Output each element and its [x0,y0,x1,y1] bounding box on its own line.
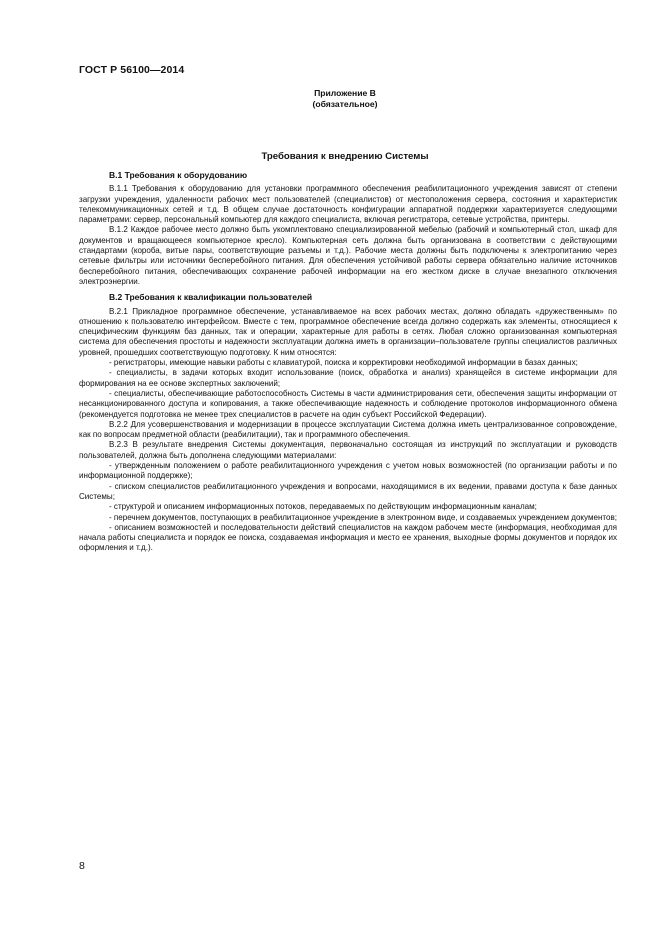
list-item: - специалисты, в задачи которых входит использование (поиск, обработка и анализ) хранящейся в системе информации для формирования на ее основе экспертных заключений; [79,368,617,388]
list-item: - регистраторы, имеющие навыки работы с клавиатурой, поиска и корректировки необходимой информации в базах данных; [109,358,578,368]
list-item: - утвержденным положением о работе реабилитационного учреждения с учетом новых возможностей (по организации работы и по информационной поддержке); [79,461,617,481]
annex-title: Приложение В [314,88,376,98]
list-item: - описанием возможностей и последовательности действий специалистов на каждом рабочем месте (информация, необходимая для начала работы специалиста и порядок ее поиска, создаваемая информация и место ее хранения, выходные формы документов и порядок их оформления и т.д.). [79,522,617,553]
annex-heading [100,88,590,110]
paragraph: В.2.2 Для усовершенствования и модернизации в процессе эксплуатации Система должна иметь централизованное сопровождение, как по вопросам предметной области (реабилитации), так и программного обеспечения. [79,419,617,440]
list-item: - перечнем документов, поступающих в реабилитационное учреждение в электронном виде, и создаваемых учреждением документов; [109,512,618,522]
document-title: Требования к внедрению Системы [261,151,429,162]
standard-header: ГОСТ Р 56100—2014 [79,64,185,76]
list-item: - списком специалистов реабилитационного учреждения и вопросами, находящимися в их ведении, правами доступа к базе данных Системы; [79,481,617,501]
document-body [79,168,617,554]
paragraph: В.2.3 В результате внедрения Системы документация, первоначально состоящая из инструкций по эксплуатации и руководств пользователей, должна быть дополнена следующими материалами: [79,440,617,460]
paragraph: В.2.1 Прикладное программное обеспечение, устанавливаемое на всех рабочих местах, должно обладать «дружественным» по отношению к пользователю интерфейсом. Вместе с тем, программное обеспечение всегда должно содержать как элементы, относящиеся к специфическим функциям баз данных, так и операции, характерные для работы в сетях. Любая сложно организованная компьютерная система для обеспечения простоты и надежности эксплуатации должна иметь в организации–пользователе группы специалистов различных уровней, прошедших соответствующую подготовку. К ним относятся: [79,306,617,357]
paragraph: В.1.2 Каждое рабочее место должно быть укомплектовано специализированной мебелью (рабочий и компьютерный стол, шкаф для документов и вращающееся компьютерное кресло). Компьютерная сеть должна быть организована в соответствии с действующими стандартами (короба, витые пары, соответствующие разъемы и т.д.). Рабочие места должны быть подключены к электропитанию через сетевые фильтры или источники бесперебойного питания. Для обеспечения устойчивой работы сервера обязательно наличие источников бесперебойного питания, обеспечивающих сохранение рабочей информации на его жестком диске в случае внезапного отключения электроэнергии. [79,225,617,286]
section-heading: В.1 Требования к оборудованию [109,170,248,180]
section-heading: В.2 Требования к квалификации пользователей [109,292,313,303]
list-item: - специалисты, обеспечивающие работоспособность Системы в части администрирования сети, обеспечения защиты информации от несанкционированного доступа и копирования, а также обеспечивающие надежность и соблюдение протоколов информационного обмена (рекомендуется подготовка не менее трех специалистов в расчете на один субъект Российской Федерации). [79,388,617,419]
annex-status: (обязательное) [312,99,378,109]
page-number: 8 [79,860,85,872]
paragraph: В.1.1 Требования к оборудованию для установки программного обеспечения реабилитационного учреждения зависят от степени загрузки учреждения, удаленности рабочих мест пользователей (специалистов) от местоположения сервера, состояния и характеристик телекоммуникационных сетей и т.д. В общем случае достаточность конфигурации аппаратной поддержки характеризуется следующими параметрами: сервер, персональный компьютер для каждого специалиста, включая регистратора, сетевые устройства, принтеры. [79,184,617,225]
list-item: - структурой и описанием информационных потоков, передаваемых по действующим информационным каналам; [109,502,537,512]
